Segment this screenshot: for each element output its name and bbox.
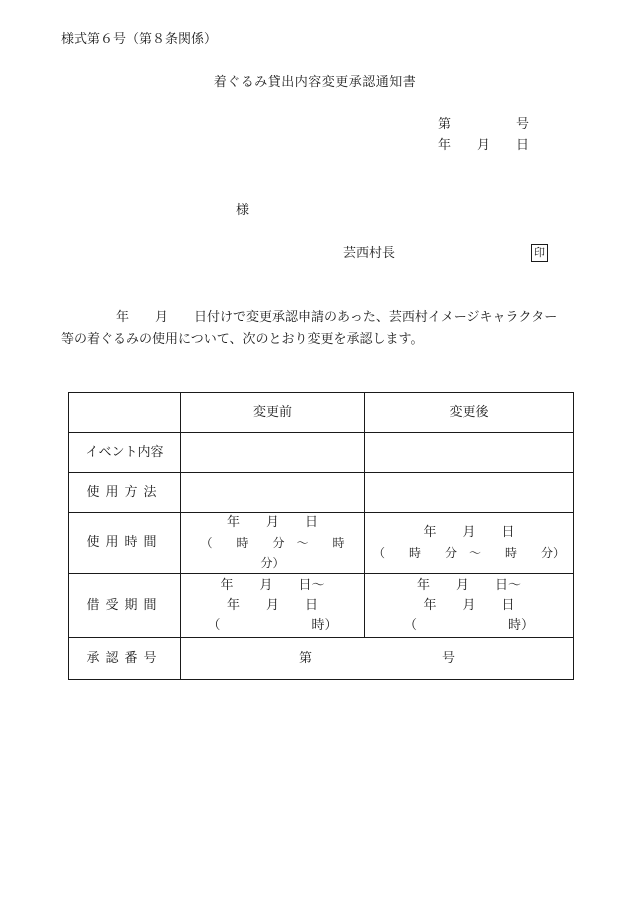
label-event: イベント内容 [69,433,181,473]
period-before-to: 年 月 日 [226,597,318,613]
label-time: 使用時間 [69,513,181,574]
event-after-cell [365,433,574,473]
document-title: 着ぐるみ貸出内容変更承認通知書 [213,75,417,90]
table-row-event [69,433,574,473]
period-after-from: 年 月 日～ [416,577,521,593]
sender-name: 芸西村長 [343,246,396,261]
approval-number-cell: 第 号 [181,638,574,680]
period-before-cell [181,574,365,638]
period-after-cell [365,574,574,638]
header-blank-cell [69,393,181,433]
usage-after-cell [365,473,574,513]
table-header-row [69,393,574,433]
period-after-hour: （ 時） [403,617,534,633]
document-date-line: 年 月 日 [438,138,530,153]
period-before-from: 年 月 日～ [220,577,325,593]
addressee-suffix: 様 [236,203,250,218]
label-usage: 使用方法 [69,473,181,513]
period-after-to: 年 月 日 [423,597,515,613]
body-text-line-2: 等の着ぐるみの使用について、次のとおり変更を承認します。 [61,332,424,347]
seal-mark: 印 [531,244,548,262]
period-before-hour: （ 時） [207,617,338,633]
time-before-cell [181,513,369,574]
header-before: 変更前 [181,393,365,433]
table-row-time [69,513,574,574]
table-row-usage [69,473,574,513]
document-number-line: 第 号 [438,117,530,132]
time-before-date: 年 月 日 [226,515,318,530]
time-before-range: （ 時 分 ～ 時 分） [200,536,369,570]
change-details-table [68,392,574,680]
header-after: 変更後 [365,393,574,433]
label-period: 借受期間 [69,574,181,638]
event-before-cell [181,433,365,473]
form-number: 様式第６号（第８条関係） [61,32,218,47]
time-after-date: 年 月 日 [423,525,515,540]
label-approval: 承認番号 [69,638,181,680]
time-after-range: （ 時 分 ～ 時 分） [372,546,565,560]
time-after-cell [365,513,574,574]
table-row-approval [69,638,574,680]
usage-before-cell [181,473,365,513]
body-text-line-1: 年 月 日付けで変更承認申請のあった、芸西村イメージキャラクター [116,310,558,325]
table-row-period [69,574,574,638]
